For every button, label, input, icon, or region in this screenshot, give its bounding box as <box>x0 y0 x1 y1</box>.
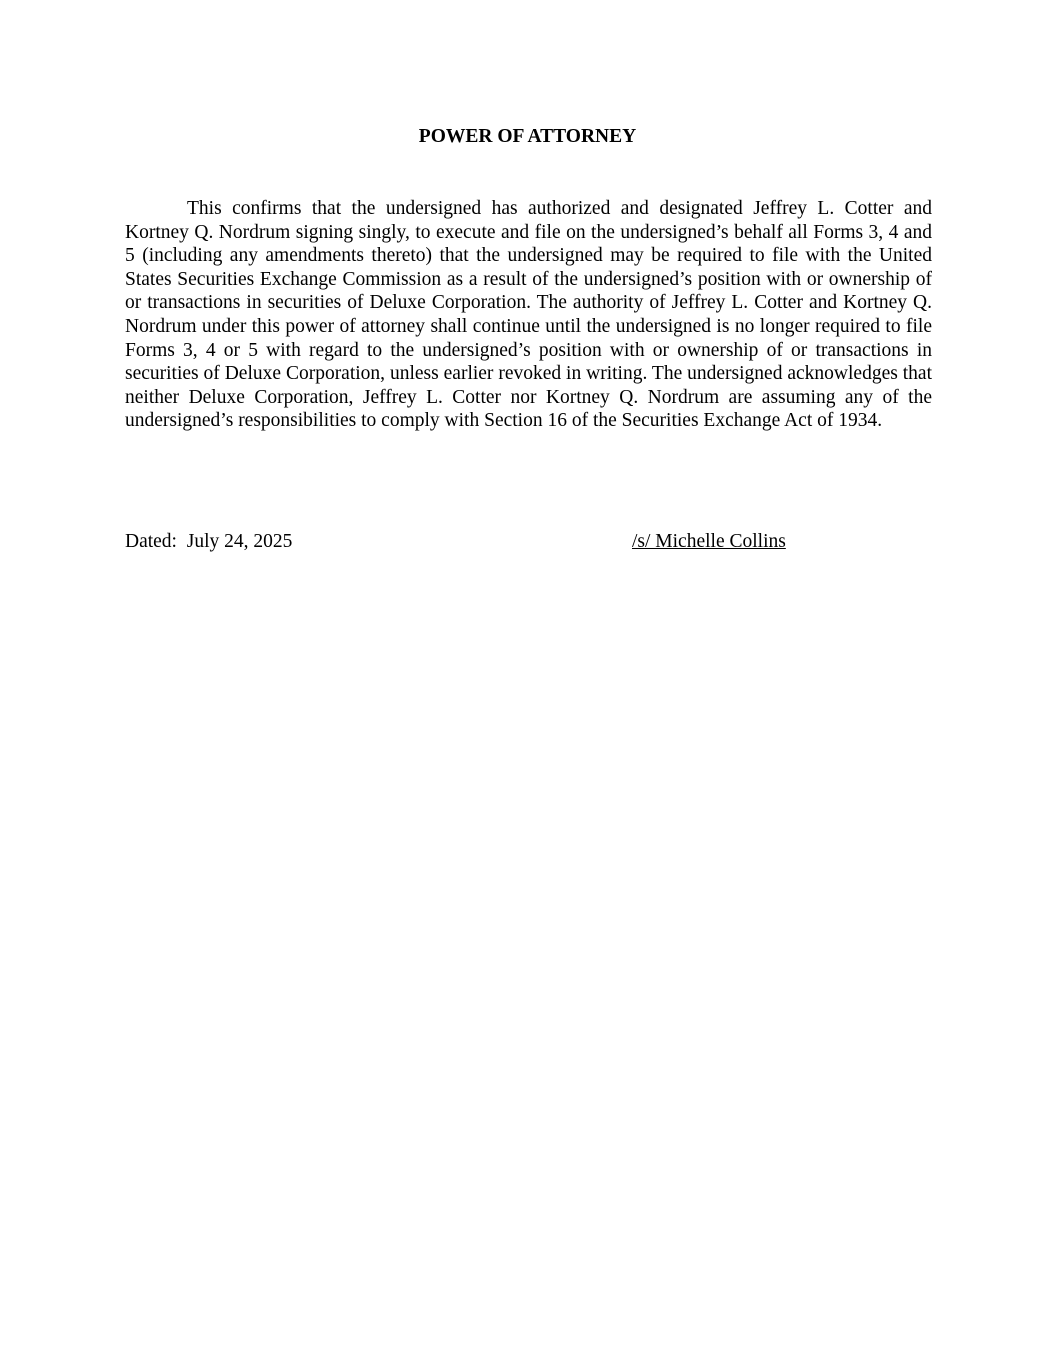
document-title: POWER OF ATTORNEY <box>418 126 637 147</box>
body-paragraph: This confirms that the undersigned has authorized and designated Jeffrey L. Cotter and Kortney Q. Nordrum signing singly, to execute and file on the undersigned’s behalf all Forms 3, 4 and 5 (including any amendments thereto) that the undersigned may be required to file with the United States Securities Exchange Commission as a result of the undersigned’s position with or ownership of or transactions in securities of Deluxe Corporation. The authority of Jeffrey L. Cotter and Kortney Q. Nordrum under this power of attorney shall continue until the undersigned is no longer required to file Forms 3, 4 or 5 with regard to the undersigned’s position with or ownership of or transactions in securities of Deluxe Corporation, unless earlier revoked in writing. The undersigned acknowledges that neither Deluxe Corporation, Jeffrey L. Cotter nor Kortney Q. Nordrum are assuming any of the undersigned’s responsibilities to comply with Section 16 of the Securities Exchange Act of 1934. <box>125 198 932 432</box>
signature-line: /s/ Michelle Collins <box>632 531 786 552</box>
date-line: Dated: July 24, 2025 <box>125 531 293 552</box>
